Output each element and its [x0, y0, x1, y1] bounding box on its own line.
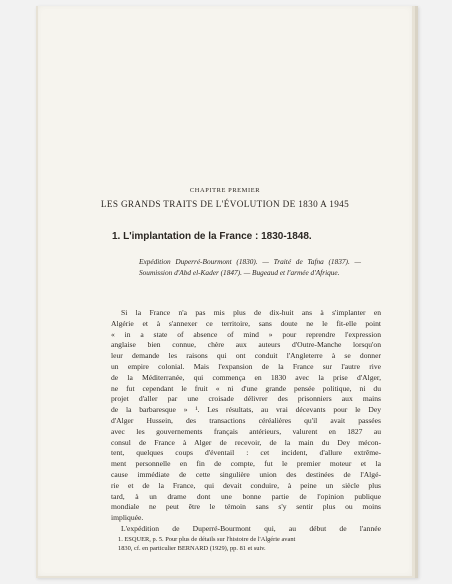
section-summary: Expédition Duperré-Bourmont (1830). — Traité de Tafna (1837). — Soumission d'Abd el-Kader (1847). — Bugeaud et l'armée d'Afrique.: [139, 257, 361, 277]
footnote-line: 1. ESQUER, p. 5. Pour plus de détails sur l'histoire de l'Algérie avant: [118, 536, 296, 543]
chapter-label: CHAPITRE PREMIER: [189, 187, 261, 194]
body-line: mondiale ne peut être le témoin sans s'y sentir plus ou moins: [111, 502, 381, 512]
body-line: leur demande les raisons qui ont conduit l'Angleterre à se donner: [111, 351, 381, 361]
body-line: tard, à un drame dont une bonne partie de l'opinion publique: [111, 491, 381, 501]
paragraph-1: [111, 308, 381, 524]
body-line: projet d'aller par une croisade délivrer des prisonniers aux mains: [111, 394, 381, 404]
body-line: un empire colonial. Mais l'expansion de la France sur l'autre rive: [111, 361, 381, 371]
body-line: rie et de la France, qui devait conduire, à peine un siècle plus: [111, 480, 381, 490]
body-line: de la barbaresque » ¹. Les résultats, au vrai décevants pour le Dey: [111, 405, 381, 415]
book-page: [38, 6, 412, 576]
body-line: de la Méditerranée, qui commença en 1830 avec la prise d'Alger,: [111, 372, 381, 382]
body-line: « in a state of absence of mind » pour reprendre l'expression: [111, 329, 381, 339]
body-line: tent, quelques coups d'éventail : cet incident, d'allure extrême-: [111, 448, 381, 458]
paragraph-2: [111, 524, 381, 535]
chapter-title: LES GRANDS TRAITS DE L'ÉVOLUTION DE 1830 A 1945: [100, 199, 350, 209]
body-line: ne fut cependant le fruit « ni d'une grande pensée politique, ni du: [111, 383, 381, 393]
body-line: impliquée.: [111, 513, 144, 523]
body-line: cause immédiate de cette singulière union des destinées de l'Algé-: [111, 469, 381, 479]
body-line: Si la France n'a pas mis plus de dix-huit ans à s'implanter en: [121, 308, 381, 317]
footnote-line: 1830, cf. en particulier BERNARD (1929), pp. 81 et suiv.: [118, 545, 266, 553]
body-line: ment personnelle en fin de compte, fut le premier moteur et la: [111, 459, 381, 469]
section-title: 1. L'implantation de la France : 1830-1848.: [112, 231, 312, 242]
body-line: Algérie et à s'annexer ce territoire, sans doute ne le fit-elle point: [111, 318, 381, 328]
body-line: L'expédition de Duperré-Bourmont qui, au début de l'année: [121, 523, 381, 533]
body-line: d'Alger Hussein, des transactions céréalières qu'il avait passées: [111, 415, 381, 425]
body-line: avec les gouvernements français antérieurs, valurent en 1827 au: [111, 426, 381, 436]
body-line: consul de France à Alger de recevoir, de la main du Dey mécon-: [111, 437, 381, 447]
body-text: [111, 308, 381, 535]
footnote: [118, 535, 380, 554]
body-line: anglaise bien connue, chère aux auteurs d'Outre-Manche lorsqu'on: [111, 340, 381, 350]
